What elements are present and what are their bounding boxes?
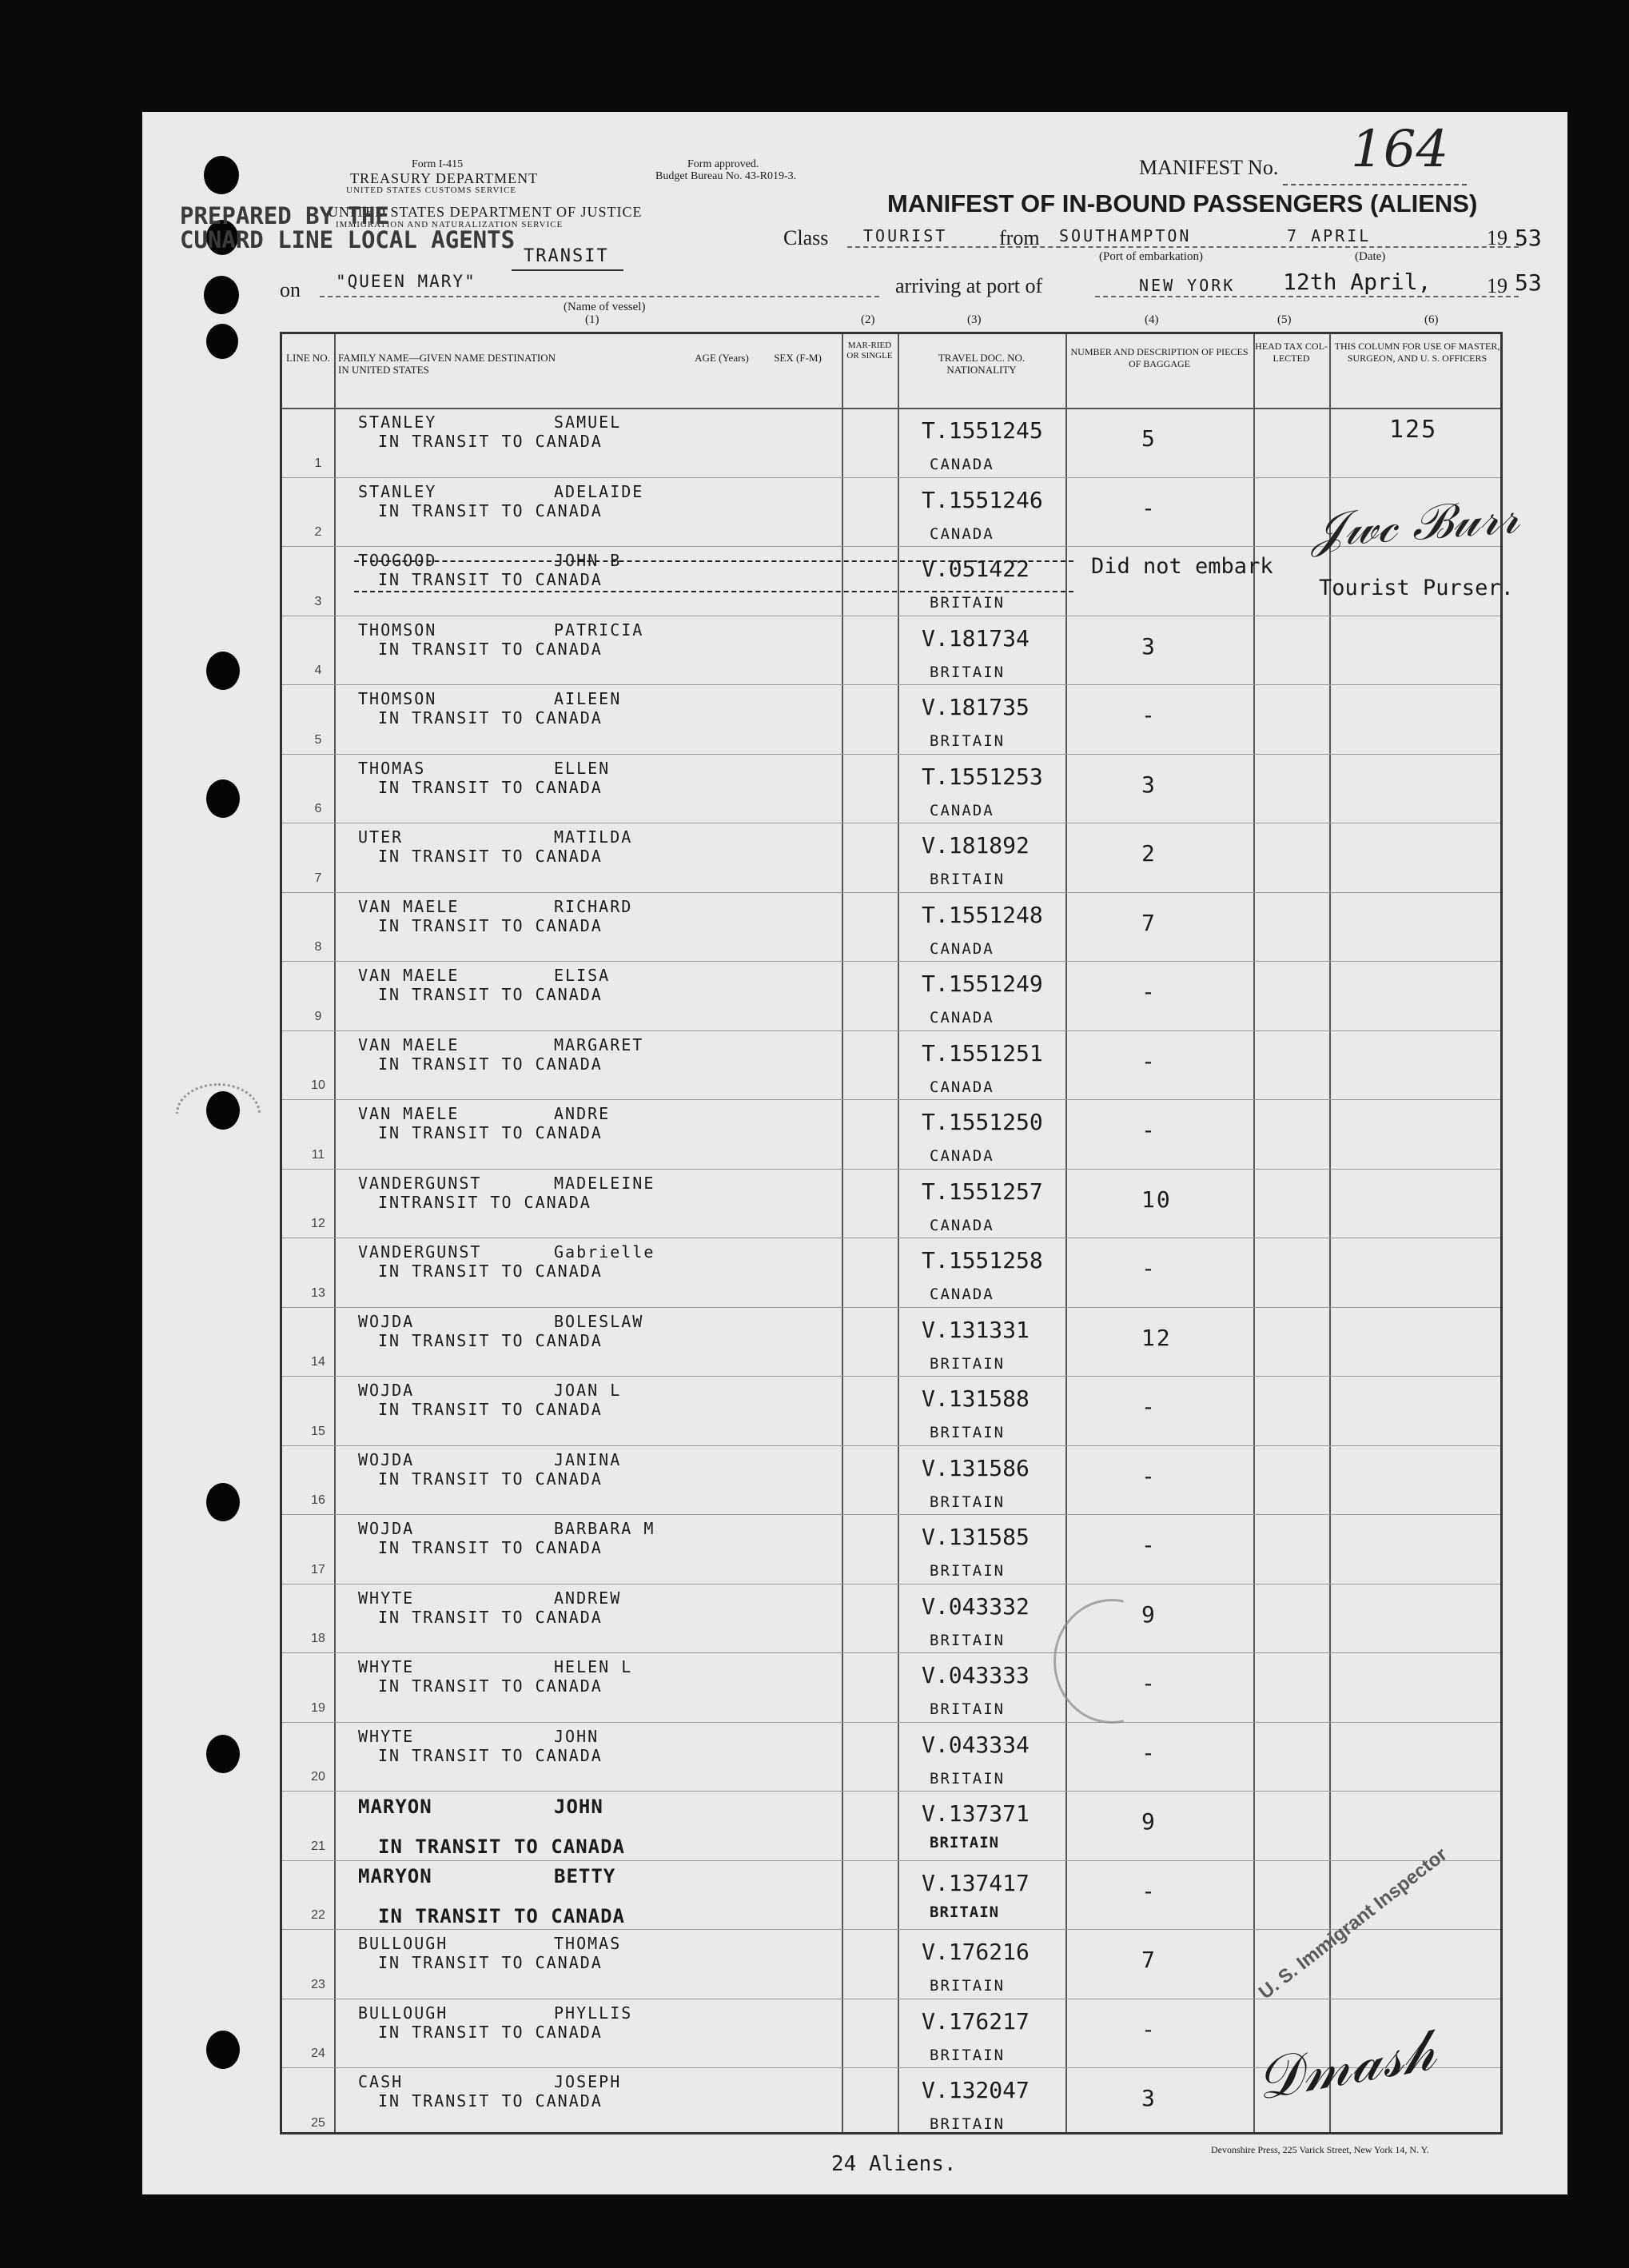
baggage-count: 3 — [1141, 771, 1157, 798]
table-row — [282, 1099, 1500, 1170]
agent-stamp-line1: PREPARED BY THE — [180, 202, 389, 229]
family-name: WHYTE — [358, 1588, 415, 1608]
embark-date: 7 APRIL — [1287, 226, 1372, 245]
did-not-embark-note: Did not embark — [1091, 554, 1273, 579]
dept-justice-sub: IMMIGRATION AND NATURALIZATION SERVICE — [336, 220, 564, 229]
given-name: JOHN B — [554, 551, 622, 570]
travel-doc-number: T.1551250 — [922, 1109, 1043, 1135]
given-name: AILEEN — [554, 689, 622, 708]
nationality: BRITAIN — [930, 732, 1006, 750]
baggage-count: 9 — [1141, 1808, 1157, 1835]
travel-doc-number: V.176217 — [922, 2007, 1030, 2035]
from-value: SOUTHAMPTON — [1059, 226, 1192, 245]
family-name: CASH — [358, 2072, 404, 2091]
travel-doc-number: V.181734 — [922, 624, 1030, 652]
port-embarkation-caption: (Port of embarkation) — [1099, 250, 1203, 263]
table-row — [282, 1238, 1500, 1308]
given-name: JANINA — [554, 1449, 622, 1469]
destination: IN TRANSIT TO CANADA — [378, 1953, 603, 1972]
travel-doc-number: V.137417 — [922, 1869, 1030, 1896]
nationality: CANADA — [930, 524, 994, 543]
baggage-count: 3 — [1141, 632, 1157, 660]
nationality: BRITAIN — [930, 663, 1006, 681]
table-row — [282, 616, 1500, 686]
given-name: JOHN — [554, 1796, 603, 1818]
nationality: BRITAIN — [930, 1631, 1006, 1649]
baggage-count: 3 — [1141, 2085, 1157, 2111]
given-name: ANDRE — [554, 1104, 611, 1123]
class-value: TOURIST — [863, 226, 948, 245]
given-name: ELISA — [554, 966, 611, 985]
baggage-count: 10 — [1141, 1186, 1172, 1213]
nationality: BRITAIN — [930, 594, 1006, 612]
inspector-signature: 𝒟𝓂𝒶𝓈𝒽 — [1250, 2015, 1440, 2114]
manifest-title: MANIFEST OF IN-BOUND PASSENGERS (ALIENS) — [887, 189, 1478, 217]
family-name: UTER — [358, 827, 404, 847]
punch-hole — [206, 2031, 240, 2069]
nationality: BRITAIN — [930, 1769, 1006, 1788]
travel-doc-number: V.181892 — [922, 832, 1030, 859]
family-name: VAN MAELE — [358, 1104, 460, 1123]
table-row — [282, 1445, 1500, 1516]
travel-doc-number: V.043334 — [922, 1731, 1030, 1758]
nationality: BRITAIN — [930, 1834, 1000, 1851]
col-number-3: (3) — [967, 313, 982, 326]
nationality: BRITAIN — [930, 2115, 1006, 2133]
family-name: WOJDA — [358, 1449, 415, 1469]
header-name: FAMILY NAME—GIVEN NAME DESTINATION IN UNITED STATES — [338, 352, 556, 376]
travel-doc-number: T.1551249 — [922, 971, 1043, 997]
travel-doc-number: V.131585 — [922, 1524, 1030, 1550]
destination: IN TRANSIT TO CANADA — [378, 1836, 625, 1858]
arrival-line — [1095, 296, 1519, 297]
travel-doc-number: V.131331 — [922, 1316, 1030, 1343]
embark-year: 53 — [1515, 225, 1542, 251]
family-name: WOJDA — [358, 1311, 415, 1331]
table-row — [282, 1791, 1500, 1861]
officer-note: 125 — [1389, 416, 1438, 444]
destination: IN TRANSIT TO CANADA — [378, 432, 603, 451]
budget-bureau: Budget Bureau No. 43-R019-3. — [655, 170, 797, 182]
dept-treasury: TREASURY DEPARTMENT — [350, 170, 539, 186]
col-number-2: (2) — [861, 313, 875, 326]
nationality: CANADA — [930, 1078, 994, 1096]
line-number: 21 — [311, 1839, 325, 1853]
line-number: 22 — [311, 1908, 325, 1922]
travel-doc-number: T.1551251 — [922, 1039, 1043, 1066]
vessel-caption: (Name of vessel) — [564, 301, 646, 313]
header-married: MAR-RIED OR SINGLE — [846, 341, 893, 361]
table-row — [282, 1860, 1500, 1931]
travel-doc-number: V.137371 — [922, 1800, 1030, 1827]
line-number: 14 — [311, 1355, 325, 1369]
given-name: PATRICIA — [554, 620, 644, 640]
class-line — [847, 246, 1519, 248]
travel-doc-number: V.051422 — [922, 556, 1030, 582]
table-row — [282, 961, 1500, 1031]
line-number: 9 — [314, 1009, 322, 1023]
line-number: 15 — [311, 1424, 325, 1438]
punch-hole — [206, 1735, 240, 1773]
purser-signature: 𝒥𝓌𝒸 ℬ𝓊𝓇𝓇 — [1308, 488, 1521, 559]
passenger-table — [280, 332, 1503, 2134]
baggage-count: - — [1141, 1532, 1157, 1558]
dept-treasury-sub: UNITED STATES CUSTOMS SERVICE — [346, 185, 517, 195]
col-number-5: (5) — [1277, 313, 1292, 326]
transit-label: TRANSIT — [524, 246, 609, 266]
family-name: STANLEY — [358, 481, 437, 501]
punch-hole — [206, 652, 240, 690]
punch-hole — [206, 324, 238, 359]
line-number: 5 — [314, 732, 322, 747]
family-name: THOMAS — [358, 758, 426, 778]
family-name: WHYTE — [358, 1657, 415, 1676]
transit-underline — [512, 269, 623, 271]
arrival-date: 12th April, — [1283, 269, 1432, 295]
baggage-count: - — [1141, 1117, 1157, 1143]
baggage-count: - — [1141, 1877, 1157, 1904]
destination: IN TRANSIT TO CANADA — [378, 1745, 603, 1765]
family-name: VANDERGUNST — [358, 1173, 482, 1193]
table-row — [282, 892, 1500, 963]
table-row — [282, 1307, 1500, 1377]
on-label: on — [280, 278, 301, 301]
baggage-count: - — [1141, 2015, 1157, 2043]
header-age: AGE (Years) — [695, 352, 749, 364]
family-name: WHYTE — [358, 1726, 415, 1746]
class-label: Class — [783, 226, 829, 249]
destination: IN TRANSIT TO CANADA — [378, 2091, 603, 2111]
baggage-count: - — [1141, 1739, 1157, 1766]
manifest-number: 164 — [1351, 120, 1449, 179]
punch-hole — [206, 1483, 240, 1521]
travel-doc-number: V.043332 — [922, 1592, 1030, 1620]
table-row — [282, 408, 1500, 478]
given-name: RICHARD — [554, 896, 633, 916]
family-name: THOMSON — [358, 689, 437, 708]
baggage-count: - — [1141, 494, 1157, 521]
nationality: CANADA — [930, 1285, 994, 1303]
travel-doc-number: V.176216 — [922, 1939, 1030, 1965]
nationality: BRITAIN — [930, 2046, 1006, 2064]
family-name: VAN MAELE — [358, 1034, 460, 1054]
line-number: 13 — [311, 1285, 325, 1300]
travel-doc-number: T.1551246 — [922, 486, 1043, 513]
line-number: 12 — [311, 1217, 325, 1230]
destination: IN TRANSIT TO CANADA — [378, 847, 603, 866]
destination: INTRANSIT TO CANADA — [378, 1192, 591, 1212]
line-number: 20 — [311, 1770, 325, 1784]
header-line-no: LINE NO. — [286, 352, 330, 364]
form-approved: Form approved. — [687, 158, 759, 170]
given-name: SAMUEL — [554, 413, 622, 432]
vessel-name: "QUEEN MARY" — [336, 272, 476, 291]
baggage-count: 12 — [1141, 1324, 1172, 1351]
line-number: 6 — [314, 802, 322, 815]
header-officers: THIS COLUMN FOR USE OF MASTER, SURGEON, AND U. S. OFFICERS — [1334, 341, 1500, 364]
header-sex: SEX (F-M) — [774, 352, 822, 364]
given-name: BARBARA M — [554, 1519, 655, 1538]
baggage-count: 9 — [1141, 1600, 1157, 1628]
table-row — [282, 1652, 1500, 1723]
nationality: BRITAIN — [930, 1977, 1006, 1995]
line-number: 23 — [311, 1977, 325, 1991]
family-name: TOOGOOD — [358, 551, 437, 570]
line-number: 3 — [314, 594, 322, 608]
destination: IN TRANSIT TO CANADA — [378, 985, 603, 1004]
travel-doc-number: V.132047 — [922, 2077, 1030, 2103]
nationality: CANADA — [930, 1009, 994, 1026]
baggage-count: 5 — [1141, 425, 1157, 452]
nationality: CANADA — [930, 1147, 994, 1165]
destination: IN TRANSIT TO CANADA — [378, 915, 603, 935]
destination: IN TRANSIT TO CANADA — [378, 1469, 603, 1489]
table-row — [282, 1722, 1500, 1792]
nationality: BRITAIN — [930, 1700, 1006, 1718]
line-number: 8 — [314, 940, 322, 954]
destination: IN TRANSIT TO CANADA — [378, 1330, 603, 1350]
baggage-count: - — [1141, 702, 1157, 728]
family-name: THOMSON — [358, 620, 437, 640]
inspector-stamp: U. S. Immigrant Inspector — [1255, 1843, 1452, 2004]
family-name: VAN MAELE — [358, 966, 460, 985]
family-name: STANLEY — [358, 413, 437, 432]
family-name: BULLOUGH — [358, 1934, 448, 1953]
vessel-line — [320, 296, 879, 297]
header-baggage: NUMBER AND DESCRIPTION OF PIECES OF BAGGAGE — [1070, 346, 1249, 369]
table-row — [282, 684, 1500, 755]
baggage-count: 2 — [1141, 840, 1157, 867]
destination: IN TRANSIT TO CANADA — [378, 1676, 603, 1696]
year-prefix-2: 19 — [1487, 274, 1508, 297]
baggage-count: 7 — [1141, 909, 1157, 936]
nationality: BRITAIN — [930, 871, 1006, 888]
travel-doc-number: V.043333 — [922, 1662, 1030, 1688]
given-name: ELLEN — [554, 758, 611, 778]
line-number: 25 — [311, 2115, 325, 2130]
given-name: MATILDA — [554, 827, 633, 847]
destination: IN TRANSIT TO CANADA — [378, 500, 603, 520]
table-row — [282, 1169, 1500, 1239]
table-row — [282, 1584, 1500, 1654]
travel-doc-number: T.1551248 — [922, 901, 1043, 928]
given-name: BETTY — [554, 1864, 616, 1887]
line-number: 11 — [311, 1147, 325, 1162]
agent-stamp-line2: CUNARD LINE LOCAL AGENTS — [180, 226, 516, 253]
baggage-count: - — [1141, 1255, 1157, 1281]
baggage-count: - — [1141, 1462, 1157, 1489]
travel-doc-number: V.181735 — [922, 694, 1030, 720]
line-number: 16 — [311, 1493, 325, 1507]
nationality: CANADA — [930, 1216, 994, 1234]
table-row — [282, 1514, 1500, 1584]
given-name: Gabrielle — [554, 1242, 655, 1262]
manifest-no-line — [1283, 184, 1467, 185]
line-number: 2 — [314, 525, 322, 539]
given-name: JOHN — [554, 1726, 599, 1746]
destination: IN TRANSIT TO CANADA — [378, 1054, 603, 1074]
baggage-count: - — [1141, 979, 1157, 1005]
baggage-count: - — [1141, 1670, 1157, 1696]
nationality: CANADA — [930, 456, 994, 473]
destination: IN TRANSIT TO CANADA — [378, 1607, 603, 1627]
tourist-purser-note: Tourist Purser. — [1319, 576, 1514, 600]
travel-doc-number: T.1551245 — [922, 417, 1043, 444]
nationality: BRITAIN — [930, 1562, 1006, 1580]
manifest-no-label: MANIFEST No. — [1139, 156, 1279, 179]
line-number: 18 — [311, 1632, 325, 1645]
destination: IN TRANSIT TO CANADA — [378, 1904, 625, 1927]
family-name: WOJDA — [358, 1381, 415, 1400]
table-row — [282, 754, 1500, 824]
nationality: BRITAIN — [930, 1903, 1000, 1921]
baggage-count: - — [1141, 1393, 1157, 1420]
destination: IN TRANSIT TO CANADA — [378, 708, 603, 727]
arrival-year: 53 — [1515, 269, 1542, 296]
family-name: MARYON — [358, 1864, 432, 1887]
family-name: VAN MAELE — [358, 896, 460, 916]
line-number: 7 — [314, 871, 322, 885]
line-number: 17 — [311, 1562, 325, 1576]
nationality: CANADA — [930, 939, 994, 958]
given-name: JOSEPH — [554, 2072, 622, 2091]
given-name: PHYLLIS — [554, 2003, 633, 2023]
travel-doc-number: V.131586 — [922, 1454, 1030, 1481]
line-number: 4 — [314, 664, 322, 677]
nationality: CANADA — [930, 801, 994, 819]
punch-hole — [204, 276, 239, 314]
destination: IN TRANSIT TO CANADA — [378, 1123, 603, 1142]
table-row — [282, 1376, 1500, 1446]
given-name: MADELEINE — [554, 1173, 655, 1193]
col-number-1: (1) — [585, 313, 599, 326]
destination: IN TRANSIT TO CANADA — [378, 1538, 603, 1557]
strikeout-line — [354, 560, 1073, 592]
destination: IN TRANSIT TO CANADA — [378, 777, 603, 797]
travel-doc-number: V.131588 — [922, 1385, 1030, 1412]
punch-hole — [206, 779, 240, 818]
destination: IN TRANSIT TO CANADA — [378, 639, 603, 659]
printer-credit: Devonshire Press, 225 Varick Street, New York 14, N. Y. — [1211, 2144, 1429, 2155]
baggage-count: - — [1141, 1047, 1157, 1074]
line-number: 10 — [311, 1078, 325, 1092]
given-name: BOLESLAW — [554, 1311, 644, 1331]
form-number: Form I-415 — [412, 158, 464, 170]
punch-hole — [204, 156, 239, 194]
total-aliens: 24 Aliens. — [831, 2152, 957, 2176]
table-row — [282, 823, 1500, 893]
arrival-port: NEW YORK — [1139, 276, 1236, 295]
given-name: JOAN L — [554, 1381, 622, 1400]
line-number: 24 — [311, 2047, 325, 2060]
table-row — [282, 1030, 1500, 1101]
destination: IN TRANSIT TO CANADA — [378, 1400, 603, 1419]
family-name: WOJDA — [358, 1519, 415, 1538]
dept-justice: UNITED STATES DEPARTMENT OF JUSTICE — [328, 204, 643, 220]
arriving-label: arriving at port of — [895, 274, 1043, 297]
from-label: from — [999, 226, 1040, 249]
line-number: 1 — [314, 456, 322, 470]
destination: IN TRANSIT TO CANADA — [378, 1262, 603, 1281]
destination: IN TRANSIT TO CANADA — [378, 570, 603, 589]
destination: IN TRANSIT TO CANADA — [378, 2022, 603, 2042]
travel-doc-number: T.1551258 — [922, 1247, 1043, 1274]
baggage-count: 7 — [1141, 1947, 1157, 1973]
header-head-tax: HEAD TAX COL-LECTED — [1255, 341, 1328, 364]
given-name: ADELAIDE — [554, 481, 644, 501]
nationality: BRITAIN — [930, 1424, 1006, 1441]
travel-doc-number: T.1551253 — [922, 763, 1043, 790]
col-number-4: (4) — [1145, 313, 1159, 326]
nationality: BRITAIN — [930, 1354, 1006, 1373]
nationality: BRITAIN — [930, 1493, 1006, 1511]
given-name: MARGARET — [554, 1034, 644, 1054]
given-name: HELEN L — [554, 1657, 633, 1676]
travel-doc-number: T.1551257 — [922, 1178, 1043, 1205]
given-name: THOMAS — [554, 1934, 622, 1953]
family-name: MARYON — [358, 1796, 432, 1818]
header-travel-doc: TRAVEL DOC. NO. NATIONALITY — [938, 352, 1026, 376]
line-number: 19 — [311, 1700, 325, 1715]
family-name: VANDERGUNST — [358, 1242, 482, 1262]
given-name: ANDREW — [554, 1588, 622, 1608]
date-caption: (Date) — [1355, 250, 1386, 263]
year-prefix: 19 — [1487, 226, 1508, 249]
col-number-6: (6) — [1424, 313, 1439, 326]
family-name: BULLOUGH — [358, 2003, 448, 2023]
